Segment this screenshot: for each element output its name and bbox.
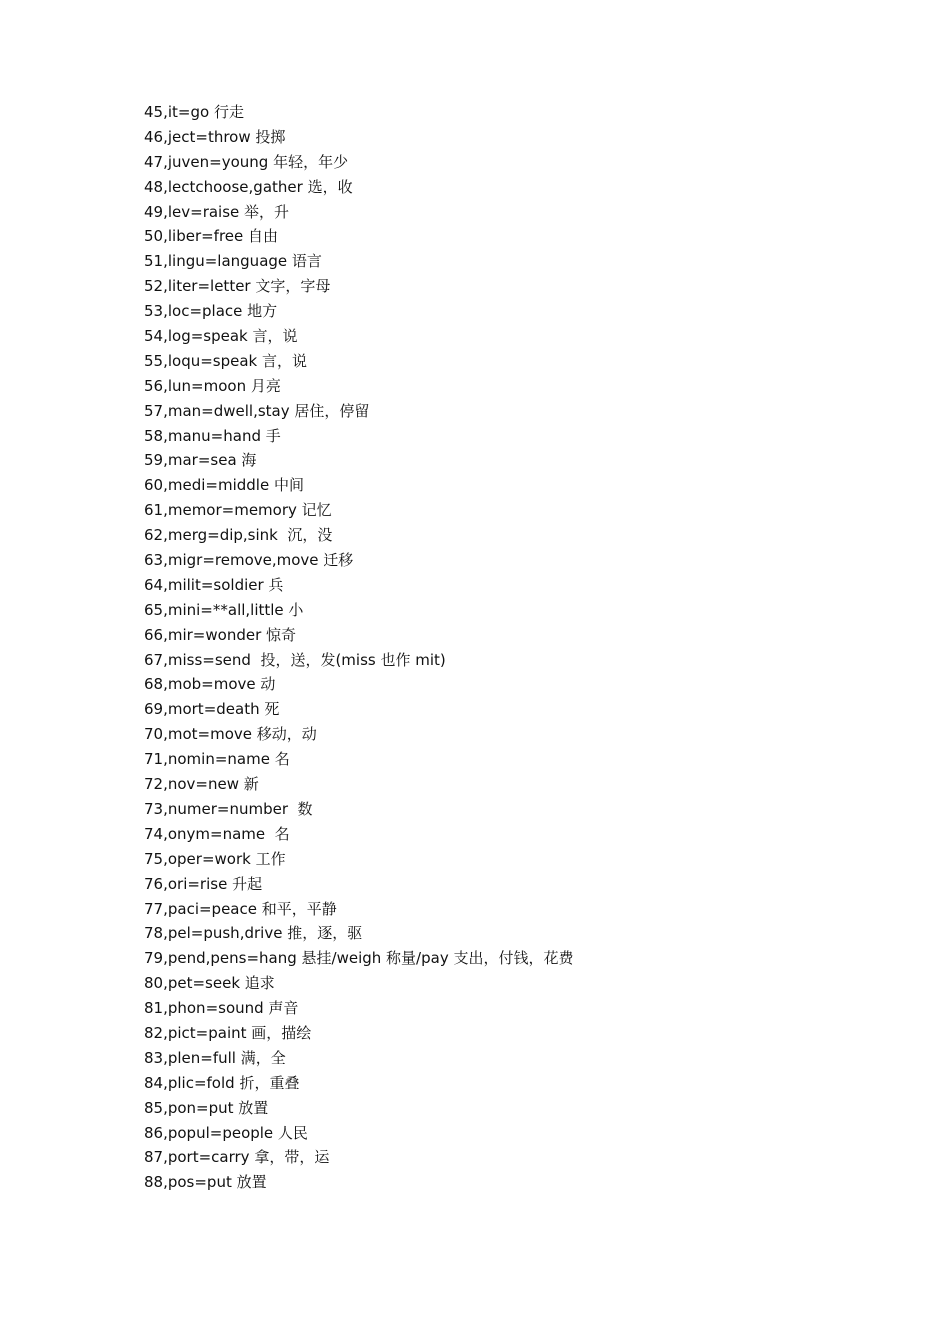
list-item: 72,nov=new 新 bbox=[144, 775, 259, 794]
list-item: 61,memor=memory 记忆 bbox=[144, 501, 332, 520]
list-item: 88,pos=put 放置 bbox=[144, 1173, 267, 1192]
list-item: 66,mir=wonder 惊奇 bbox=[144, 625, 297, 644]
list-item: 52,liter=letter 文字，字母 bbox=[144, 277, 331, 296]
list-item: 87,port=carry 拿，带，运 bbox=[144, 1148, 330, 1167]
list-item: 57,man=dwell,stay 居住，停留 bbox=[144, 401, 370, 420]
list-item: 86,popul=people 人民 bbox=[144, 1123, 308, 1142]
list-item: 54,log=speak 言，说 bbox=[144, 327, 298, 346]
list-item: 60,medi=middle 中间 bbox=[144, 476, 304, 495]
list-item: 81,phon=sound 声音 bbox=[144, 999, 299, 1018]
list-item: 71,nomin=name 名 bbox=[144, 750, 290, 769]
list-item: 68,mob=move 动 bbox=[144, 675, 276, 694]
list-item: 85,pon=put 放置 bbox=[144, 1098, 269, 1117]
list-item: 67,miss=send 投，送，发(miss 也作 mit) bbox=[144, 650, 446, 669]
list-item: 49,lev=raise 举，升 bbox=[144, 202, 290, 221]
list-item: 75,oper=work 工作 bbox=[144, 849, 286, 868]
list-item: 76,ori=rise 升起 bbox=[144, 874, 263, 893]
list-item: 65,mini=**all,little 小 bbox=[144, 600, 304, 619]
list-item: 51,lingu=language 语言 bbox=[144, 252, 322, 271]
list-item: 70,mot=move 移动，动 bbox=[144, 725, 317, 744]
list-item: 45,it=go 行走 bbox=[144, 103, 244, 121]
list-item: 62,merg=dip,sink 沉，没 bbox=[144, 526, 333, 545]
list-item: 73,numer=number 数 bbox=[144, 799, 313, 818]
list-item: 50,liber=free 自由 bbox=[144, 227, 279, 246]
list-item: 55,loqu=speak 言，说 bbox=[144, 351, 308, 370]
list-item: 63,migr=remove,move 迁移 bbox=[144, 551, 354, 570]
list-item: 56,lun=moon 月亮 bbox=[144, 376, 281, 395]
list-item: 53,loc=place 地方 bbox=[144, 302, 278, 321]
word-root-list bbox=[144, 100, 573, 1195]
list-item: 83,plen=full 满，全 bbox=[144, 1048, 286, 1067]
list-item: 59,mar=sea 海 bbox=[144, 451, 257, 470]
list-item: 77,paci=peace 和平，平静 bbox=[144, 899, 337, 918]
list-item: 82,pict=paint 画，描绘 bbox=[144, 1023, 312, 1042]
list-item: 47,juven=young 年轻，年少 bbox=[144, 152, 349, 171]
list-item: 79,pend,pens=hang 悬挂/weigh 称量/pay 支出，付钱，花费 bbox=[144, 949, 574, 968]
list-item: 48,lectchoose,gather 选，收 bbox=[144, 177, 353, 196]
list-item: 78,pel=push,drive 推，逐，驱 bbox=[144, 924, 363, 943]
list-item: 64,milit=soldier 兵 bbox=[144, 575, 284, 594]
list-item: 84,plic=fold 折，重叠 bbox=[144, 1073, 300, 1092]
list-item: 74,onym=name 名 bbox=[144, 824, 290, 843]
list-item: 58,manu=hand 手 bbox=[144, 426, 281, 445]
list-item: 69,mort=death 死 bbox=[144, 700, 280, 719]
list-item: 46,ject=throw 投掷 bbox=[144, 127, 286, 146]
list-item: 80,pet=seek 追求 bbox=[144, 974, 275, 993]
